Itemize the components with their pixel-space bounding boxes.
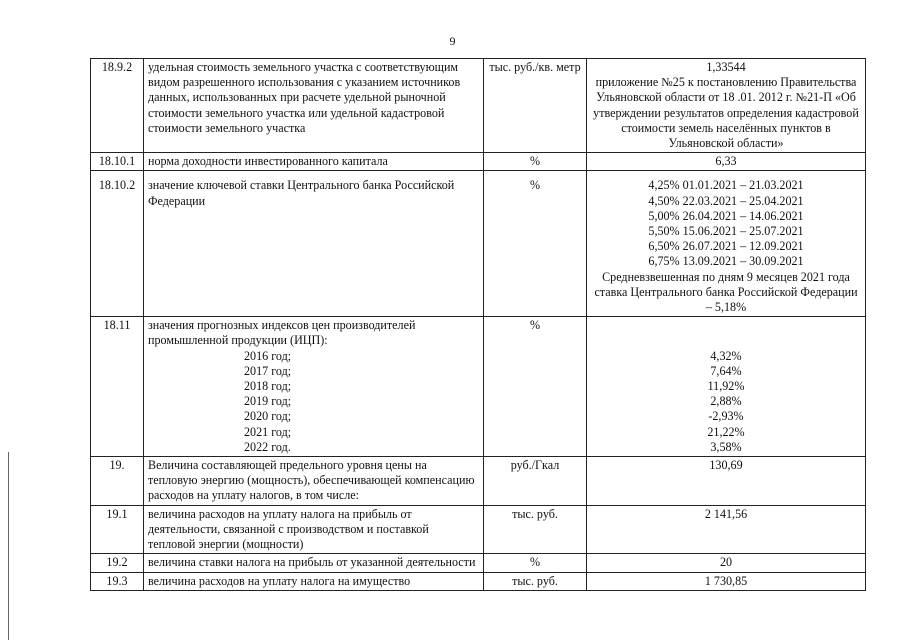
row-unit: тыс. руб./кв. метр [484,59,587,153]
row-value [587,59,866,153]
row-value: 2 141,56 [587,505,866,554]
row-value: 1 730,85 [587,572,866,590]
row-unit: % [484,153,587,171]
table-row [91,171,866,317]
value-main: 1,33544 [706,60,746,74]
key-rate-list [587,171,866,317]
table-row [91,59,866,153]
row-description: величина ставки налога на прибыль от указанной деятельности [144,554,484,572]
table-row [91,554,866,572]
key-rate-item: 5,00% 26.04.2021 – 14.06.2021 [648,208,804,223]
page-number: 9 [449,34,456,48]
row-description [144,317,484,457]
ipc-year-label: 2018 год; [244,379,292,394]
row-description: величина расходов на уплату налога на имущество [144,572,484,590]
row-unit: тыс. руб. [484,572,587,590]
row-number: 19.3 [91,572,144,590]
key-rate-item: 4,50% 22.03.2021 – 25.04.2021 [648,193,804,208]
row-description: удельная стоимость земельного участка с соответствующим видом разрешенного использования с указанием источников данных, использованных при расчете удельной рыночной стоимости земельного участка или удельной кадастровой стоимости земельного участка [144,59,484,153]
key-rate-item: 4,25% 01.01.2021 – 21.03.2021 [648,178,804,193]
table-row [91,317,866,457]
row-number: 19. [91,457,144,506]
row-value: 130,69 [587,457,866,506]
row-number: 18.11 [91,317,144,457]
row-unit: руб./Гкал [484,457,587,506]
tariff-table [90,58,866,591]
row-number: 19.1 [91,505,144,554]
row-description: Величина составляющей предельного уровня цены на тепловую энергию (мощность), обеспечивающей компенсацию расходов на уплату налогов, в том числе: [144,457,484,506]
scan-edge-line [8,452,9,640]
ipc-values [587,317,866,457]
key-rate-item: 5,50% 15.06.2021 – 25.07.2021 [648,224,804,239]
ipc-year-value: -2,93% [708,409,744,424]
row-number: 18.10.2 [91,171,144,317]
row-value: 6,33 [587,153,866,171]
row-description: значение ключевой ставки Центрального банка Российской Федерации [144,171,484,317]
key-rate-summary: Средневзвешенная по дням 9 месяцев 2021 года ставка Центрального банка Российской Федерации – 5,18% [594,269,858,315]
ipc-year-label: 2017 год; [244,363,292,378]
row-description: величина расходов на уплату налога на прибыль от деятельности, связанной с производством и поставкой тепловой энергии (мощности) [144,505,484,554]
ipc-year-value: 3,58% [710,439,742,454]
ipc-year-value: 4,32% [710,348,742,363]
row-number: 18.9.2 [91,59,144,153]
table-row [91,572,866,590]
row-unit: тыс. руб. [484,505,587,554]
table-row [91,457,866,506]
ipc-year-value: 11,92% [707,379,745,394]
ipc-year-value: 2,88% [710,394,742,409]
key-rate-item: 6,75% 13.09.2021 – 30.09.2021 [648,254,804,269]
ipc-year-value: 21,22% [707,424,745,439]
ipc-year-value: 7,64% [710,363,742,378]
value-note: приложение №25 к постановлению Правительства Ульяновской области от 18 .01. 2012 г. №21-П «Об утверждении результатов определения кадастровой стоимости земель населённых пунктов в Ульяновской области» [593,75,859,151]
ipc-heading: значения прогнозных индексов цен производителей промышленной продукции (ИЦП): [148,318,416,348]
ipc-year-label: 2022 год. [244,439,291,454]
table-row [91,153,866,171]
row-number: 18.10.1 [91,153,144,171]
key-rate-item: 6,50% 26.07.2021 – 12.09.2021 [648,239,804,254]
row-number: 19.2 [91,554,144,572]
ipc-year-label: 2019 год; [244,394,292,409]
row-unit: % [484,554,587,572]
row-unit: % [484,171,587,317]
row-value: 20 [587,554,866,572]
row-description: норма доходности инвестированного капитала [144,153,484,171]
table-row [91,505,866,554]
ipc-year-label: 2021 год; [244,424,292,439]
ipc-year-label: 2016 год; [244,348,292,363]
row-unit: % [484,317,587,457]
ipc-year-label: 2020 год; [244,409,292,424]
